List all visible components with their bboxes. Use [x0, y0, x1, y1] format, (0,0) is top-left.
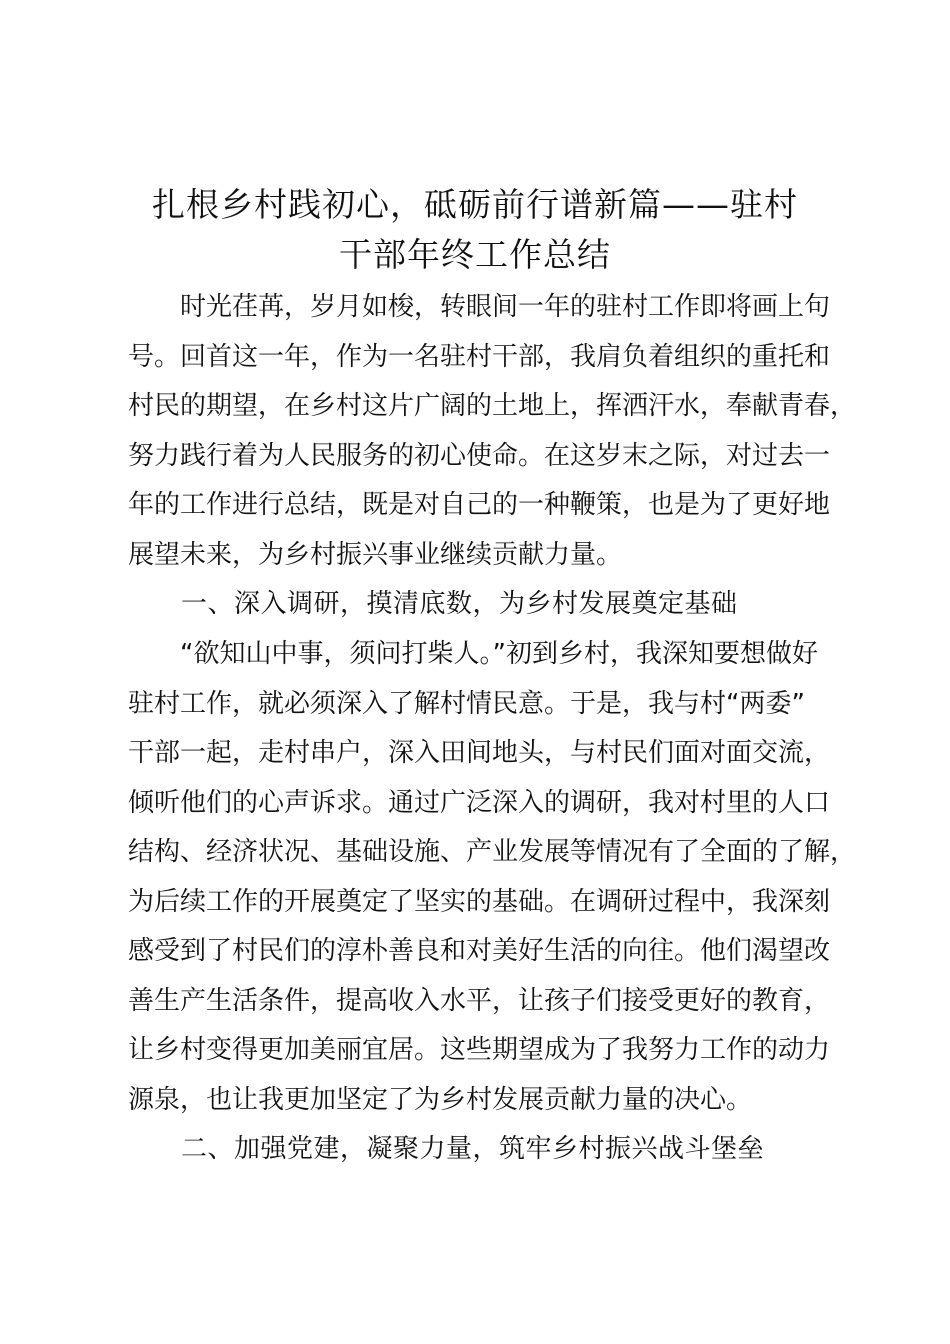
section-heading-2 [128, 1125, 833, 1175]
document-title [110, 180, 840, 280]
paragraph-line: 时光荏苒，岁月如梭，转眼间一年的驻村工作即将画上句 [128, 292, 831, 322]
paragraph-line: 为后续工作的开展奠定了坚实的基础。在调研过程中，我深刻 [128, 886, 831, 917]
paragraph-line: 驻村工作，就必须深入了解村情民意。于是，我与村“两委” [128, 688, 805, 719]
paragraph-line: 努力践行着为人民服务的初心使命。在这岁末之际，对过去一 [128, 440, 831, 471]
section-1-paragraph [128, 630, 857, 1125]
paragraph-line: 年的工作进行总结，既是对自己的一种鞭策，也是为了更好地 [128, 490, 831, 520]
intro-paragraph [128, 283, 857, 580]
paragraph-line: 干部一起，走村串户，深入田间地头，与村民们面对面交流， [128, 738, 831, 768]
paragraph-line: 善生产生活条件，提高收入水平，让孩子们接受更好的教育， [128, 985, 831, 1016]
paragraph-line: 让乡村变得更加美丽宜居。这些期望成为了我努力工作的动力 [128, 1035, 831, 1065]
paragraph-line: 结构、经济状况、基础设施、产业发展等情况有了全面的了解， [128, 837, 857, 867]
section-heading-1 [128, 580, 833, 630]
paragraph-line: 感受到了村民们的淳朴善良和对美好生活的向往。他们渴望改 [128, 936, 831, 966]
paragraph-line: 倾听他们的心声诉求。通过广泛深入的调研，我对村里的人口 [128, 787, 831, 818]
paragraph-line: 展望未来，为乡村振兴事业继续贡献力量。 [128, 539, 623, 570]
paragraph-line: 源泉，也让我更加坚定了为乡村发展贡献力量的决心。 [128, 1084, 753, 1115]
section-heading-text: 一、深入调研，摸清底数，为乡村发展奠定基础 [128, 589, 738, 619]
paragraph-line: 村民的期望，在乡村这片广阔的土地上，挥洒汗水，奉献青春， [128, 391, 857, 421]
title-line-2: 干部年终工作总结 [339, 235, 611, 274]
paragraph-line: 号。回首这一年，作为一名驻村干部，我肩负着组织的重托和 [128, 341, 831, 372]
section-heading-text: 二、加强党建，凝聚力量，筑牢乡村振兴战斗堡垒 [128, 1134, 765, 1164]
title-line-1: 扎根乡村践初心，砥砺前行谱新篇——驻村 [152, 185, 798, 224]
paragraph-line: “欲知山中事，须问打柴人。”初到乡村，我深知要想做好 [128, 639, 818, 669]
